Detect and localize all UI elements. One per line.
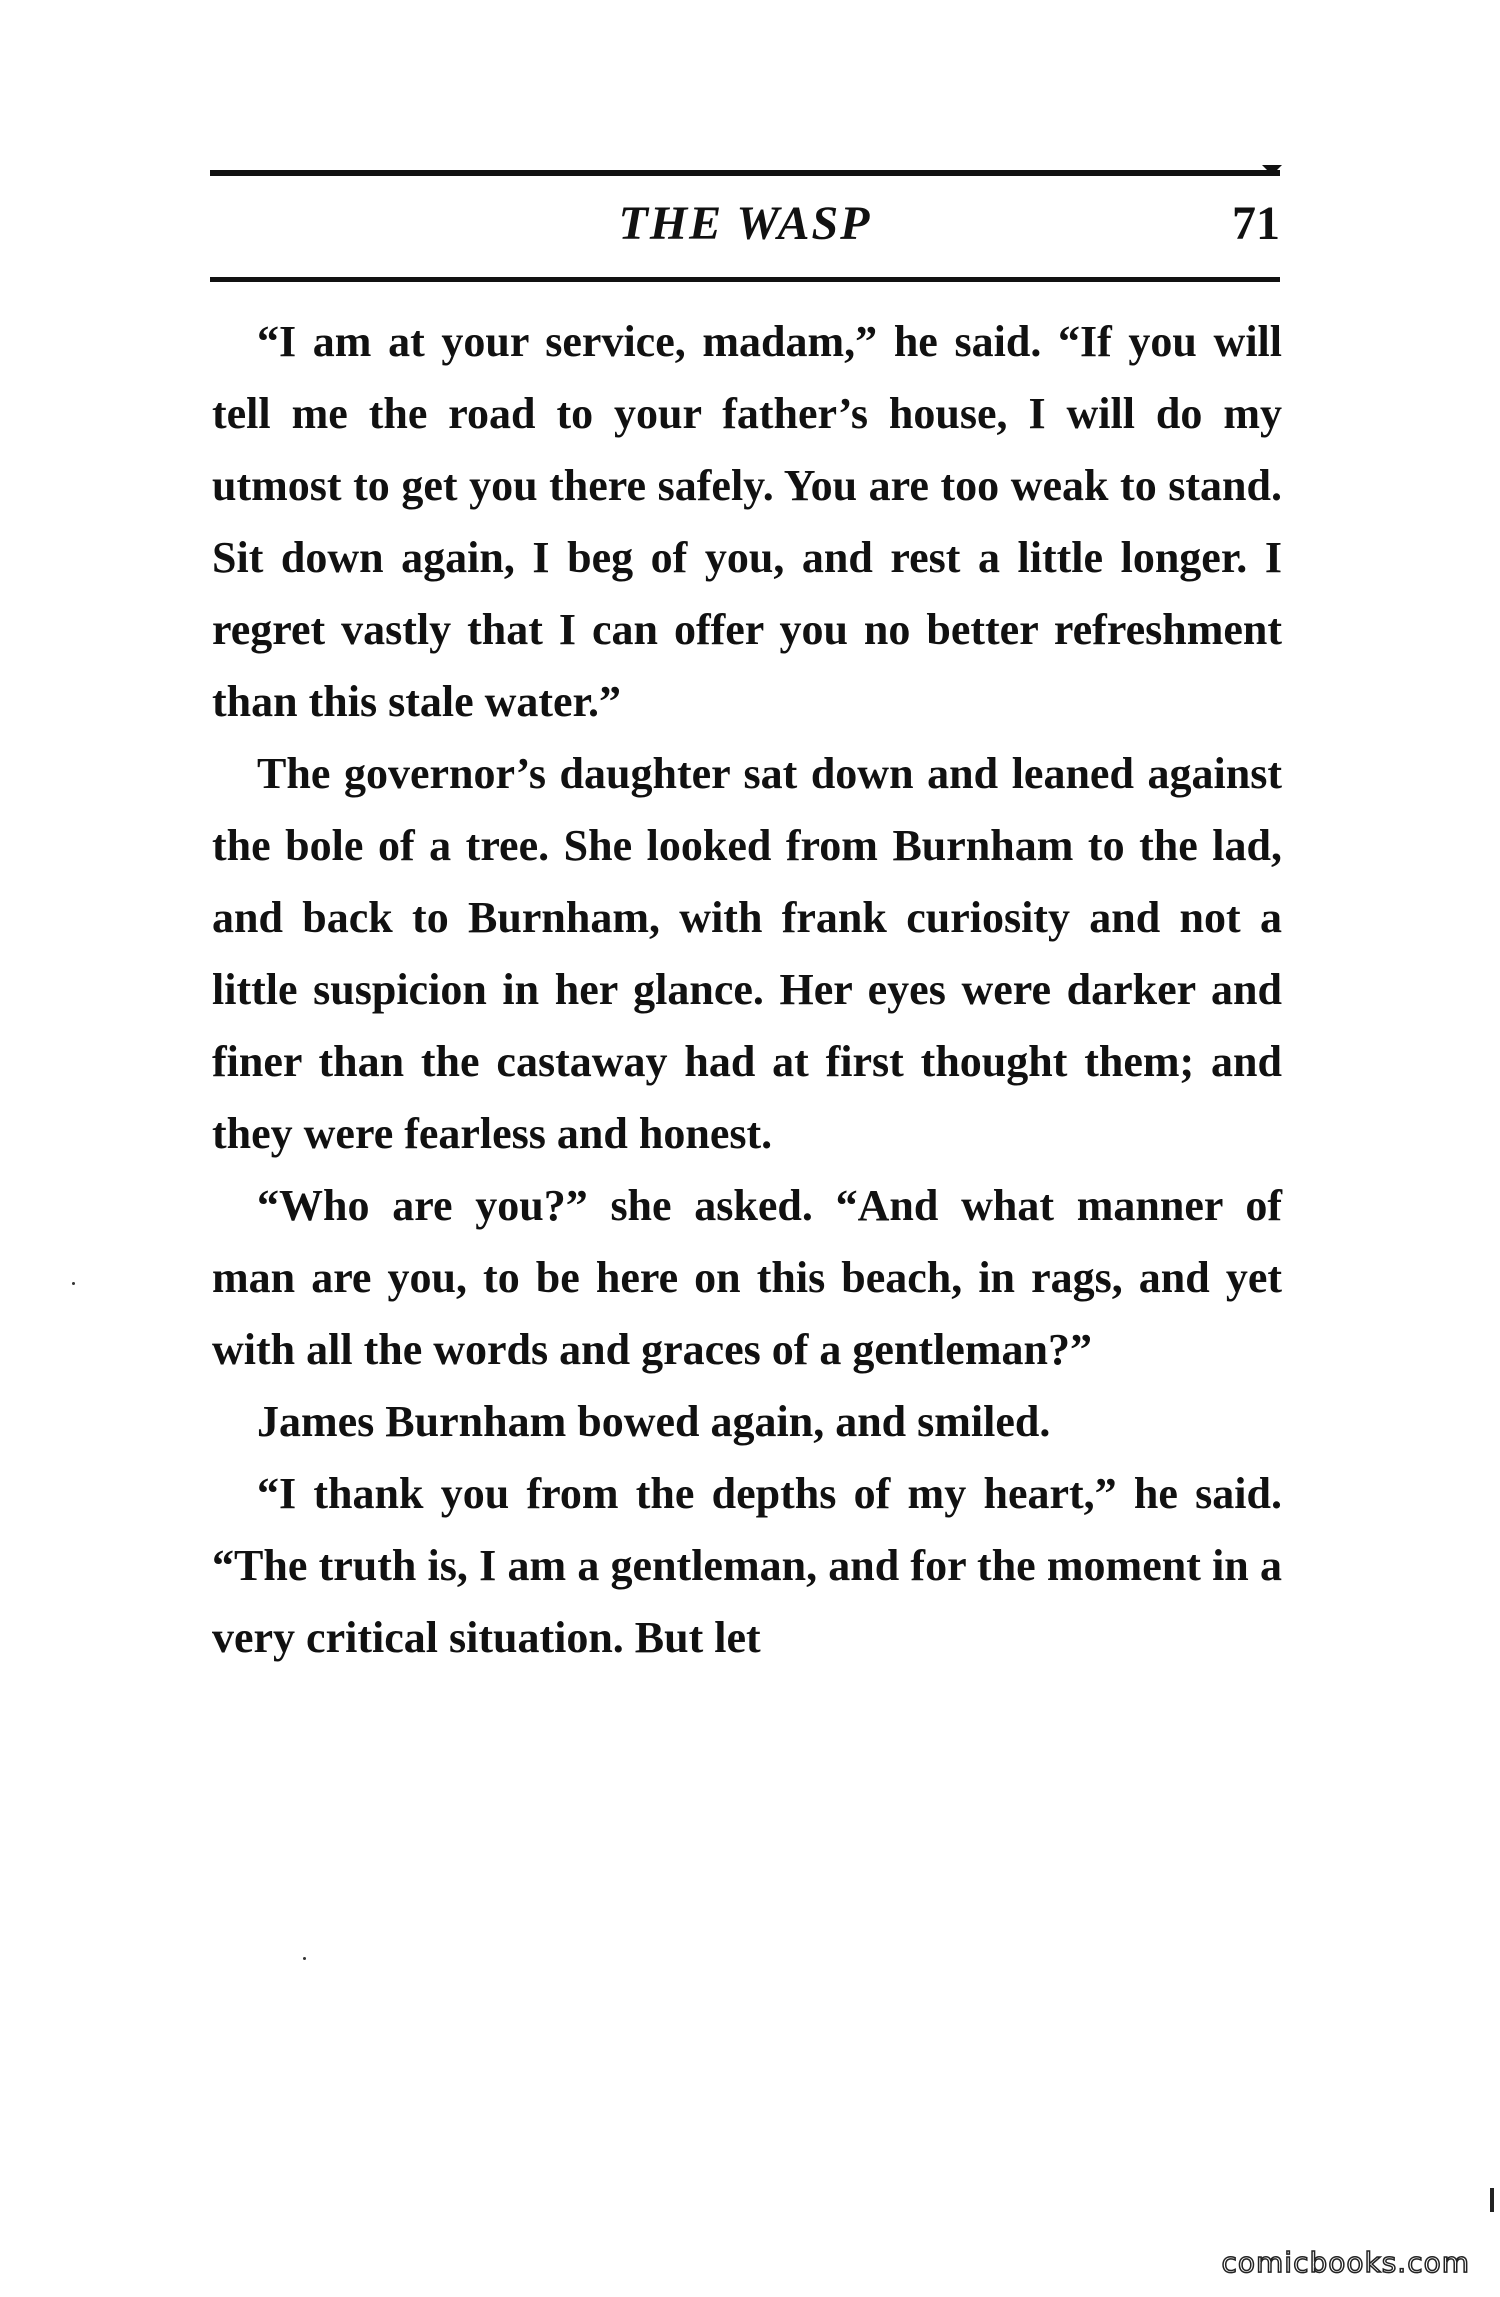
header-top-rule [210,170,1280,176]
paragraph: “I thank you from the depths of my heart,” he said. “The truth is, I am a gentleman, and for the moment in a very critical situation. But let [212,1469,1282,1662]
running-title: THE WASP [618,197,872,250]
scan-speck [72,1282,75,1285]
body-text [212,306,1282,1674]
paragraph: “Who are you?” she asked. “And what manner of man are you, to be here on this beach, in rags, and yet with all the words and graces of a gentleman?” [212,1181,1282,1374]
watermark-logo: comicbooks.com [1221,2246,1470,2279]
page-number: 71 [1232,197,1280,250]
paragraph: “I am at your service, madam,” he said. “If you will tell me the road to your father’s house, I will do my utmost to get you there safely. You are too weak to stand. Sit down again, I beg of you, and rest a little longer. I regret vastly that I can offer you no better refreshment than this stale water.” [212,317,1282,726]
paragraph: The governor’s daughter sat down and leaned against the bole of a tree. She looked from Burnham to the lad, and back to Burnham, with frank curiosity and not a little suspicion in her glance. Her eyes were darker and finer than the castaway had at first thought them; and they were fearless and honest. [212,749,1282,1158]
scan-edge-mark [1490,2188,1494,2212]
running-head [210,196,1280,256]
scan-speck [303,1957,306,1960]
header-rule-ornament [1262,165,1282,175]
header-bottom-rule [210,277,1280,282]
paragraph: James Burnham bowed again, and smiled. [257,1397,1051,1446]
